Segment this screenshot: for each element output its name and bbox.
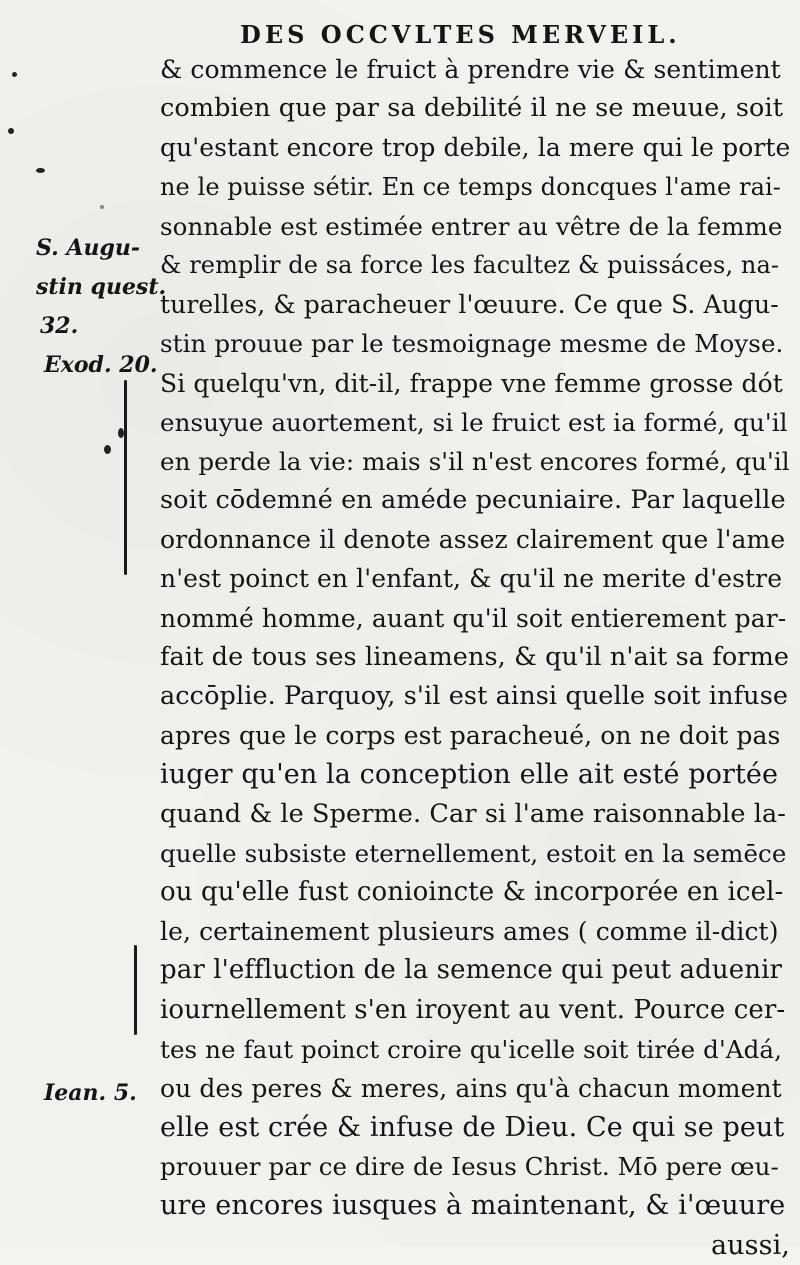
text-line: le, certainement plusieurs ames ( comme il-dict) <box>160 917 779 947</box>
text-line: iournellement s'en iroyent au vent. Pource cer- <box>160 994 786 1025</box>
ink-speck <box>12 72 17 77</box>
text-line: nommé homme, auant qu'il soit entierement par- <box>160 603 787 633</box>
text-line: ensuyue auortement, si le fruict est ia formé, qu'il <box>160 407 788 437</box>
margin-note-augustin-3: 32. <box>40 313 79 339</box>
catchword: aussi, <box>710 1229 790 1261</box>
text-line: stin prouue par le tesmoignage mesme de Moyse. <box>160 329 784 359</box>
margin-note-augustin-1: S. Augu- <box>36 235 140 261</box>
text-line: ou des peres & meres, ains qu'à chacun moment <box>160 1073 782 1103</box>
text-line: soit cōdemné en améde pecuniaire. Par laquelle <box>160 485 786 516</box>
text-line: en perde la vie: mais s'il n'est encores formé, qu'il <box>160 446 790 476</box>
margin-bracket-mark <box>124 380 127 575</box>
margin-note-iean: Iean. 5. <box>44 1080 137 1106</box>
text-line: tes ne faut poinct croire qu'icelle soit tirée d'Adá, <box>160 1034 782 1064</box>
ink-speck <box>8 128 14 134</box>
text-line: ure encores iusques à maintenant, & i'œuure <box>160 1190 786 1222</box>
text-line: fait de tous ses lineamens, & qu'il n'ait sa forme <box>160 641 790 672</box>
text-line: Si quelqu'vn, dit-il, frappe vne femme grosse dót <box>160 368 783 398</box>
margin-note-augustin-2: stin quest. <box>36 274 167 300</box>
text-line: ne le puisse sétir. En ce temps doncques l'ame rai- <box>160 172 782 201</box>
text-line: sonnable est estimée entrer au vêtre de la femme <box>160 211 783 241</box>
margin-bracket-mark <box>134 945 137 1035</box>
body-text <box>160 50 790 1265</box>
text-line: apres que le corps est paracheué, on ne doit pas <box>160 721 781 751</box>
ink-speck <box>104 445 111 454</box>
text-line: ou qu'elle fust conioincte & incorporée en icel- <box>160 876 784 907</box>
text-line: par l'effluction de la semence qui peut aduenir <box>160 955 783 986</box>
text-line: quand & le Sperme. Car si l'ame raisonnable la- <box>160 798 787 829</box>
text-line: n'est poinct en l'enfant, & qu'il ne merite d'estre <box>160 564 783 594</box>
text-line: qu'estant encore trop debile, la mere qui le porte <box>160 133 790 163</box>
text-line: prouuer par ce dire de Iesus Christ. Mō pere œu- <box>160 1152 779 1182</box>
text-line: & commence le fruict à prendre vie & sentiment <box>160 55 781 84</box>
running-head: DES OCCVLTES MERVEIL. <box>240 20 681 49</box>
text-line: ordonnance il denote assez clairement que l'ame <box>160 525 786 555</box>
text-line: & remplir de sa force les facultez & puissáces, na- <box>160 250 780 279</box>
ink-speck <box>36 168 45 173</box>
text-line: combien que par sa debilité il ne se meuue, soit <box>160 93 784 124</box>
text-line: quelle subsiste eternellement, estoit en la semēce <box>160 838 787 868</box>
ink-speck <box>100 205 104 209</box>
ink-speck <box>118 428 124 438</box>
text-line: turelles, & paracheuer l'œuure. Ce que S. Augu- <box>160 290 779 320</box>
margin-note-exodus: Exod. 20. <box>44 352 158 378</box>
text-line: elle est crée & infuse de Dieu. Ce qui se peut <box>160 1112 785 1144</box>
text-line: iuger qu'en la conception elle ait esté portée <box>160 759 779 791</box>
text-line: accōplie. Parquoy, s'il est ainsi quelle soit infuse <box>160 681 789 711</box>
